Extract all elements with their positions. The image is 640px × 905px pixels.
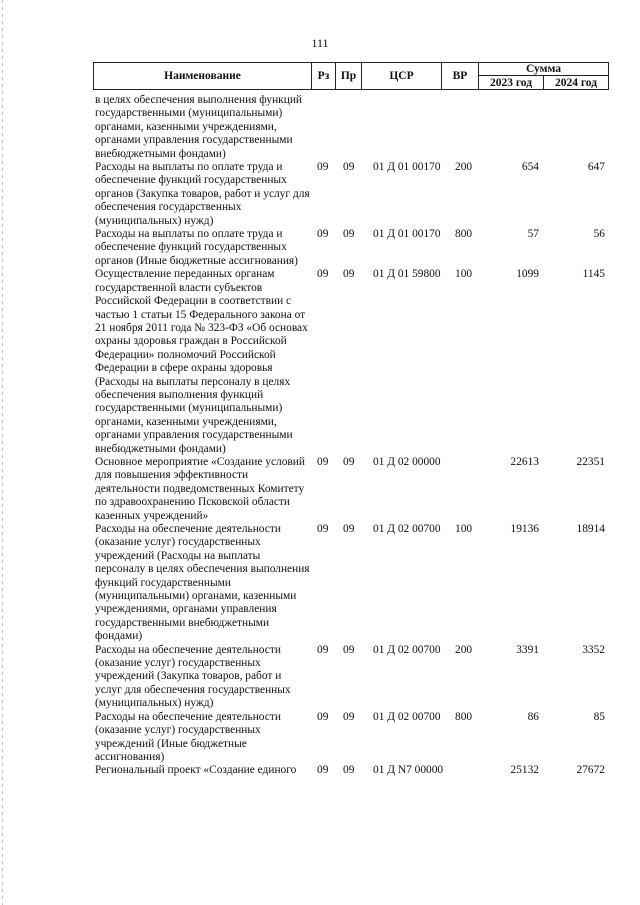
row-sum-2024: 647 [587,161,605,174]
row-rz: 09 [317,643,329,656]
row-vr: 100 [455,523,473,535]
row-rz: 09 [317,710,329,723]
row-sum-2024: 85 [593,710,605,723]
row-sum-2024: 1145 [582,268,605,281]
row-sum-2023: 654 [521,161,539,174]
row-name: Осуществление переданных органам государственной власти субъектов Российской Федерации в соответствии с частью 1 статьи 15 Федерального закона от 21 ноября 2011 года № 323-ФЗ «Об основах охраны здоровья граждан в Российской Федерации» полномочий Российской Федерации в сфере охраны здоровья (Расходы на выплаты персоналу в целях обеспечения выполнения функций государственными (муниципальными) органами, казенными учреждениями, органами управления государственными внебюджетными фондами) [95,268,308,455]
scan-binding-edge [2,0,3,905]
table-row [95,764,611,777]
header-pr: Пр [335,62,362,90]
row-vr: 200 [455,161,473,174]
row-name: Расходы на выплаты по оплате труда и обеспечение функций государственных органов (Закупка товаров, работ и услуг для обеспечения государственных (муниципальных) нужд) [95,161,310,227]
row-csr: 01 Д 02 00000 [373,455,441,468]
row-pr: 09 [343,710,355,723]
row-name: Расходы на обеспечение деятельности (оказание услуг) государственных учреждений (Иные бюджетные ассигнования) [95,710,281,763]
header-vr: ВР [441,62,479,90]
row-pr: 09 [343,523,355,535]
row-sum-2024: 3352 [582,643,605,656]
row-name: Расходы на обеспечение деятельности (оказание услуг) государственных учреждений (Расходы на выплаты персоналу в целях обеспечения выполнения функций государственными (муниципальными) органами, казенными учреждениями, органами управления государственными внебюджетными фондами) [95,523,310,643]
row-sum-2023: 22613 [510,455,539,468]
row-rz: 09 [317,268,329,281]
row-pr: 09 [343,228,355,241]
row-name: Региональный проект «Создание единого [95,764,297,777]
row-rz: 09 [317,161,329,174]
row-vr: 800 [455,710,473,723]
row-sum-2024: 22351 [576,455,605,468]
row-sum-2023: 57 [527,228,539,241]
row-pr: 09 [343,268,355,281]
table-row [95,523,611,644]
table-row [95,228,611,268]
page-number: 111 [311,36,329,50]
row-vr: 200 [455,643,473,656]
row-rz: 09 [317,523,329,535]
row-rz: 09 [317,455,329,468]
header-year-2023: 2023 год [478,75,544,90]
row-csr: 01 Д 02 00700 [373,710,441,723]
row-csr: 01 Д 01 59800 [373,268,441,281]
table-row [95,94,611,161]
header-rz: Рз [311,62,336,90]
row-sum-2023: 86 [527,710,539,723]
row-rz: 09 [317,764,329,777]
row-csr: 01 Д 01 00170 [373,228,441,241]
row-csr: 01 Д 01 00170 [373,161,441,174]
table-row [95,161,611,228]
row-name: Расходы на обеспечение деятельности (оказание услуг) государственных учреждений (Закупка товаров, работ и услуг для обеспечения государственных (муниципальных) нужд) [95,643,291,710]
row-sum-2023: 1099 [516,268,539,281]
row-sum-2024: 18914 [576,523,605,535]
row-csr: 01 Д 02 00700 [373,643,441,656]
row-csr: 01 Д N7 00000 [373,764,444,777]
row-pr: 09 [343,455,355,468]
row-csr: 01 Д 02 00700 [373,523,441,535]
row-pr: 09 [343,161,355,174]
row-pr: 09 [343,643,355,656]
table-row [95,644,611,711]
row-sum-2023: 3391 [516,643,539,656]
row-pr: 09 [343,764,355,777]
row-rz: 09 [317,228,329,241]
header-sum: Сумма [478,62,609,76]
row-vr: 100 [455,268,473,281]
row-name: в целях обеспечения выполнения функций государственными (муниципальными) органами, казенными учреждениями, органами управления государственными внебюджетными фондами) [95,94,303,160]
row-vr: 800 [455,228,473,241]
row-sum-2023: 19136 [510,523,539,535]
row-name: Основное мероприятие «Создание условий для повышения эффективности деятельности подведомственных Комитету по здравоохранению Псковской области казенных учреждений» [95,455,305,522]
table-row [95,268,611,456]
table-header [93,62,609,90]
row-name: Расходы на выплаты по оплате труда и обеспечение функций государственных органов (Иные бюджетные ассигнования) [95,228,298,267]
row-sum-2024: 27672 [576,764,605,777]
table-row [95,456,611,523]
row-sum-2023: 25132 [510,764,539,777]
header-year-2024: 2024 год [543,75,609,90]
header-csr: ЦСР [361,62,442,90]
table-body [95,94,611,778]
table-row [95,711,611,765]
row-sum-2024: 56 [593,228,605,241]
header-name: Наименование [93,62,312,90]
